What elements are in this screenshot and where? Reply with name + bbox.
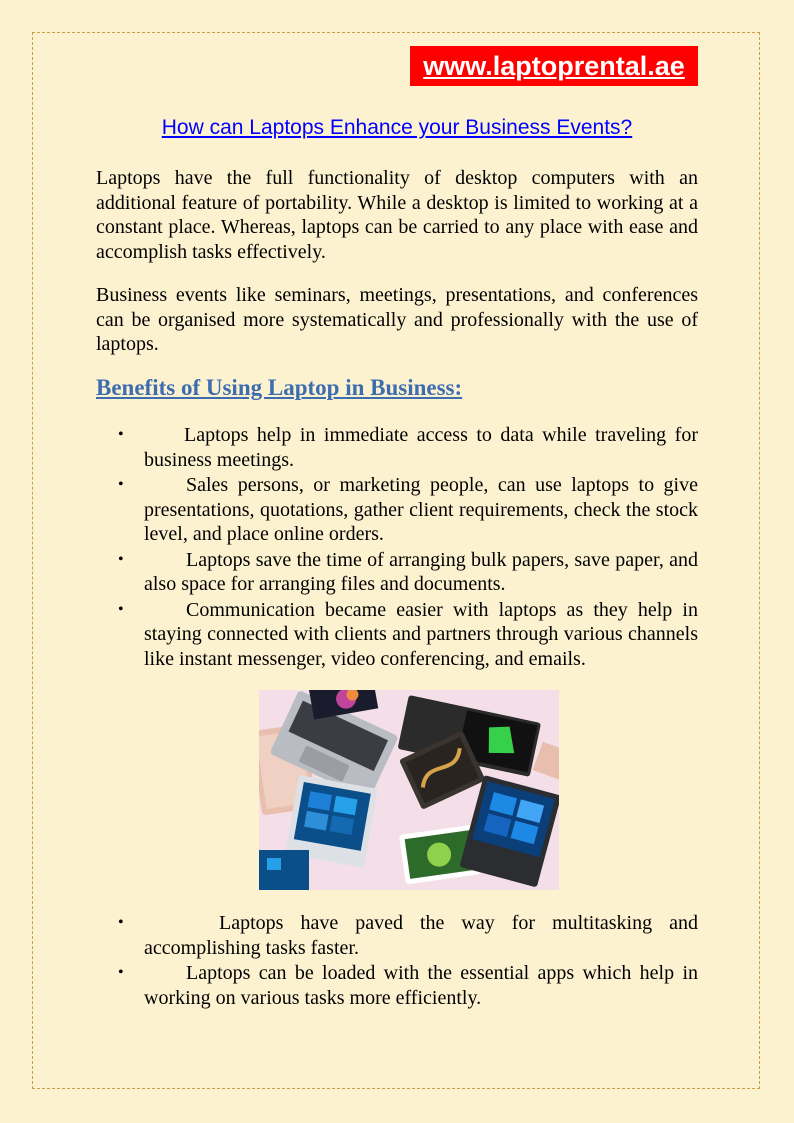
list-item [96, 598, 698, 672]
intro-paragraph-1: Laptops have the full functionality of desktop computers with an additional feature of portability. While a desktop is limited to working at a constant place. Whereas, laptops can be carried to any place with ease and accomplish tasks effectively. [96, 167, 698, 263]
list-item-text: Sales persons, or marketing people, can use laptops to give presentations, quotations, gather client requirements, check the stock level, and place online orders. [144, 474, 698, 545]
list-item [96, 548, 698, 597]
website-link[interactable]: www.laptoprental.ae [410, 46, 698, 86]
benefits-list-bottom [96, 911, 698, 1011]
list-item-text: Laptops can be loaded with the essential apps which help in working on various tasks more efficiently. [144, 962, 698, 1009]
bullet-icon: • [118, 914, 124, 931]
list-item [96, 473, 698, 547]
bullet-icon: • [118, 964, 124, 981]
bullet-icon: • [118, 600, 124, 618]
list-item-text: Laptops have paved the way for multitasking and accomplishing tasks faster. [144, 912, 698, 959]
list-item [96, 961, 698, 1010]
benefits-list-top [96, 423, 698, 672]
laptops-photo [259, 690, 559, 890]
list-item [96, 911, 698, 960]
list-item-text: Laptops help in immediate access to data while traveling for business meetings. [144, 424, 698, 471]
laptops-illustration [259, 690, 559, 890]
page-title[interactable]: How can Laptops Enhance your Business Events? [161, 116, 633, 139]
bullet-icon: • [118, 550, 124, 568]
intro-paragraph-2: Business events like seminars, meetings, presentations, and conferences can be organised more systematically and professionally with the use of laptops. [96, 284, 698, 355]
bullet-icon: • [118, 476, 124, 493]
list-item-text: Communication became easier with laptops as they help in staying connected with clients and partners through various channels like instant messenger, video conferencing, and emails. [144, 598, 698, 670]
list-item [96, 423, 698, 472]
bullet-icon: • [118, 426, 124, 443]
benefits-heading: Benefits of Using Laptop in Business: [96, 375, 463, 400]
list-item-text: Laptops save the time of arranging bulk papers, save paper, and also space for arranging files and documents. [144, 548, 698, 595]
